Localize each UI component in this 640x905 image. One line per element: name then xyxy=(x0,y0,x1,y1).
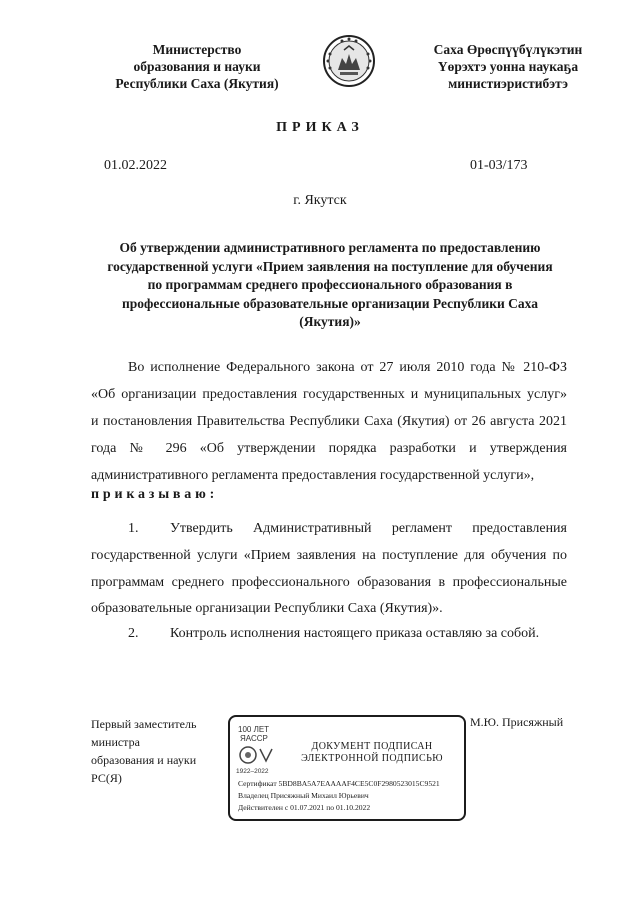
item-text: Утвердить Административный регламент предоставления xyxy=(170,521,567,536)
stamp-certificate: Сертификат 5BD8BA5A7EAAAAF4CE5C0F2980523015C9521 xyxy=(238,779,440,788)
item-1-line: государственной услуги «Прием заявления на поступление для обучения по xyxy=(91,548,567,563)
order-city: г. Якутск xyxy=(293,193,347,208)
svg-text:100 ЛЕТ: 100 ЛЕТ xyxy=(238,725,270,734)
preamble-line: и постановления Правительства Республики Саха (Якутия) от 26 августа 2021 xyxy=(91,414,567,429)
item-number: 1. xyxy=(128,521,139,536)
stamp-validity: Действителен с 01.07.2021 по 01.10.2022 xyxy=(238,803,371,812)
preamble-line: Во исполнение Федерального закона от 27 июля 2010 года № 210-ФЗ xyxy=(128,360,567,375)
ministry-name-sakha: Саха Өрөспүүбүлүкэтин Үөрэхтэ уонна наукаҕа министиэристибэтэ xyxy=(433,42,583,91)
svg-text:ЯАССР: ЯАССР xyxy=(240,734,268,743)
order-title: ПРИКАЗ xyxy=(276,120,364,135)
item-2-line xyxy=(128,620,539,647)
item-number: 2. xyxy=(128,626,139,641)
signer-name: М.Ю. Присяжный xyxy=(470,715,564,729)
svg-text:1922–2022: 1922–2022 xyxy=(236,768,269,775)
preamble-line: года № 296 «Об утверждении порядка разработки и утверждения xyxy=(91,441,567,456)
decree-word: приказываю: xyxy=(91,487,219,502)
anniversary-logo-icon xyxy=(236,723,280,775)
preamble-line: «Об организации предоставления государственных и муниципальных услуг» xyxy=(91,387,567,402)
electronic-signature-stamp xyxy=(228,715,466,821)
preamble-line: административного регламента предоставления государственной услуги», xyxy=(91,468,535,483)
sakha-coat-of-arms-icon xyxy=(322,34,376,88)
order-number: 01-03/173 xyxy=(470,158,528,173)
item-1-line: образовательные организации Республики Саха (Якутия)». xyxy=(91,601,443,616)
item-1-line: программам среднего профессионального образования в профессиональные xyxy=(91,575,567,590)
stamp-owner: Владелец Присяжный Михаил Юрьевич xyxy=(238,791,369,800)
stamp-title: ДОКУМЕНТ ПОДПИСАН ЭЛЕКТРОННОЙ ПОДПИСЬЮ xyxy=(301,741,443,764)
item-text: Контроль исполнения настоящего приказа оставляю за собой. xyxy=(170,626,540,641)
signer-title: Первый заместитель министра образования и науки РС(Я) xyxy=(91,717,197,785)
item-1-line xyxy=(128,515,567,542)
ministry-name-russian: Министерство образования и науки Республики Саха (Якутия) xyxy=(115,42,279,91)
document-heading: Об утверждении административного регламента по предоставлению государственной услуги «Прием заявления на поступление для обучения по программам среднего профессионального образования в профессиональные образовательные организации Республики Саха (Якутия)» xyxy=(107,240,553,329)
order-date: 01.02.2022 xyxy=(104,158,167,173)
